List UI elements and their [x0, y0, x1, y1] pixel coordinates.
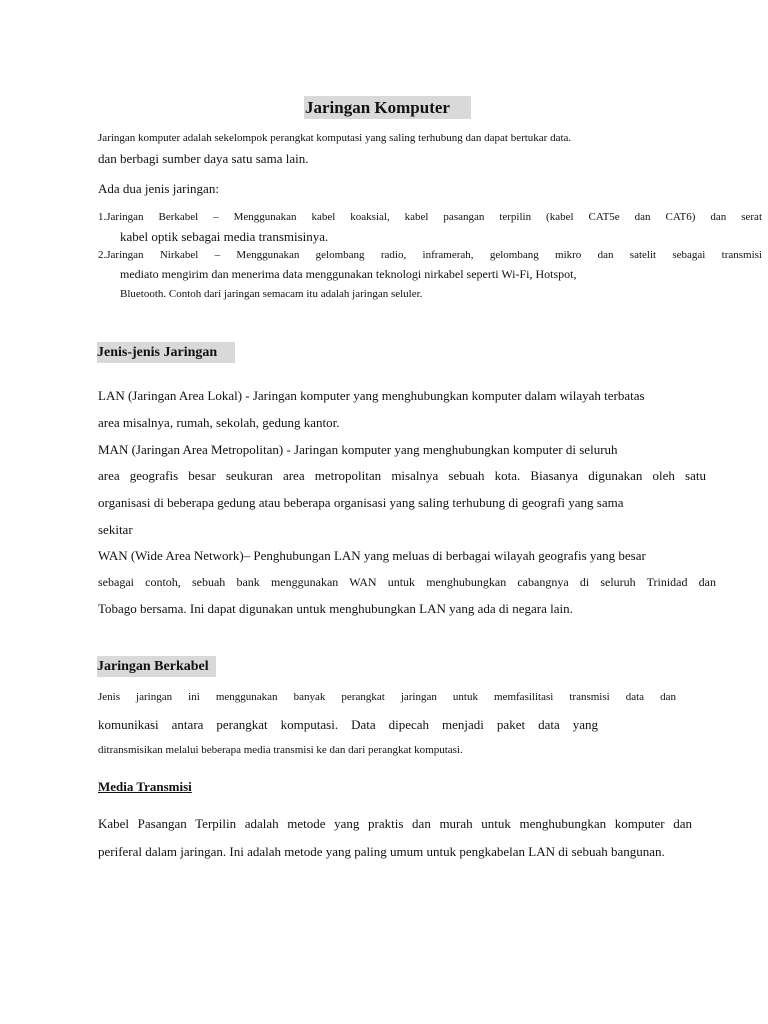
wired-line-3: ditransmisikan melalui beberapa media transmisi ke dan dari perangkat komputasi.: [98, 744, 463, 756]
types-line-8: sebagai contoh, sebuah bank menggunakan WAN untuk menghubungkan cabangnya di seluruh Trinidad dan: [98, 575, 716, 589]
types-line-5: organisasi di beberapa gedung atau beberapa organisasi yang saling terhubung di geografi yang sama: [98, 495, 624, 510]
media-line-2: periferal dalam jaringan. Ini adalah metode yang paling umum untuk pengkabelan LAN di sebuah bangunan.: [98, 844, 665, 859]
list-item-1-line-2: kabel optik sebagai media transmisinya.: [120, 229, 329, 244]
list-item-2-line-1: 2.Jaringan Nirkabel – Menggunakan gelombang radio, inframerah, gelombang mikro dan satelit sebagai transmisi: [98, 249, 762, 261]
types-line-4: area geografis besar seukuran area metropolitan misalnya sebuah kota. Biasanya digunakan oleh satu: [98, 468, 706, 483]
list-item-2-line-2: mediato mengirim dan menerima data menggunakan teknologi nirkabel seperti Wi-Fi, Hotspot,: [120, 267, 577, 281]
wired-line-1: Jenis jaringan ini menggunakan banyak perangkat jaringan untuk memfasilitasi transmisi data dan: [98, 691, 676, 703]
page-title: Jaringan Komputer: [304, 96, 471, 119]
list-item-2-line-3: Bluetooth. Contoh dari jaringan semacam itu adalah jaringan seluler.: [120, 288, 423, 300]
section-heading-types: Jenis-jenis Jaringan: [97, 342, 235, 363]
section-heading-media: Media Transmisi: [98, 779, 192, 794]
types-line-9: Tobago bersama. Ini dapat digunakan untuk menghubungkan LAN yang ada di negara lain.: [98, 601, 573, 616]
section-heading-wired: Jaringan Berkabel: [97, 656, 216, 677]
intro-line-2: dan berbagi sumber daya satu sama lain.: [98, 151, 309, 166]
list-item-1-line-1: 1.Jaringan Berkabel – Menggunakan kabel koaksial, kabel pasangan terpilin (kabel CAT5e dan CAT6) dan serat: [98, 211, 762, 223]
intro-line-3: Ada dua jenis jaringan:: [98, 181, 219, 196]
types-line-1: LAN (Jaringan Area Lokal) - Jaringan komputer yang menghubungkan komputer dalam wilayah terbatas: [98, 388, 645, 403]
types-line-7: WAN (Wide Area Network)– Penghubungan LAN yang meluas di berbagai wilayah geografis yang besar: [98, 548, 646, 563]
media-line-1: Kabel Pasangan Terpilin adalah metode yang praktis dan murah untuk menghubungkan komputer dan: [98, 816, 692, 831]
types-line-2: area misalnya, rumah, sekolah, gedung kantor.: [98, 415, 340, 430]
types-line-6: sekitar: [98, 522, 133, 537]
intro-line-1: Jaringan komputer adalah sekelompok perangkat komputasi yang saling terhubung dan dapat bertukar data.: [98, 132, 572, 144]
wired-line-2: komunikasi antara perangkat komputasi. Data dipecah menjadi paket data yang: [98, 717, 598, 732]
types-line-3: MAN (Jaringan Area Metropolitan) - Jaringan komputer yang menghubungkan komputer di seluruh: [98, 442, 618, 457]
